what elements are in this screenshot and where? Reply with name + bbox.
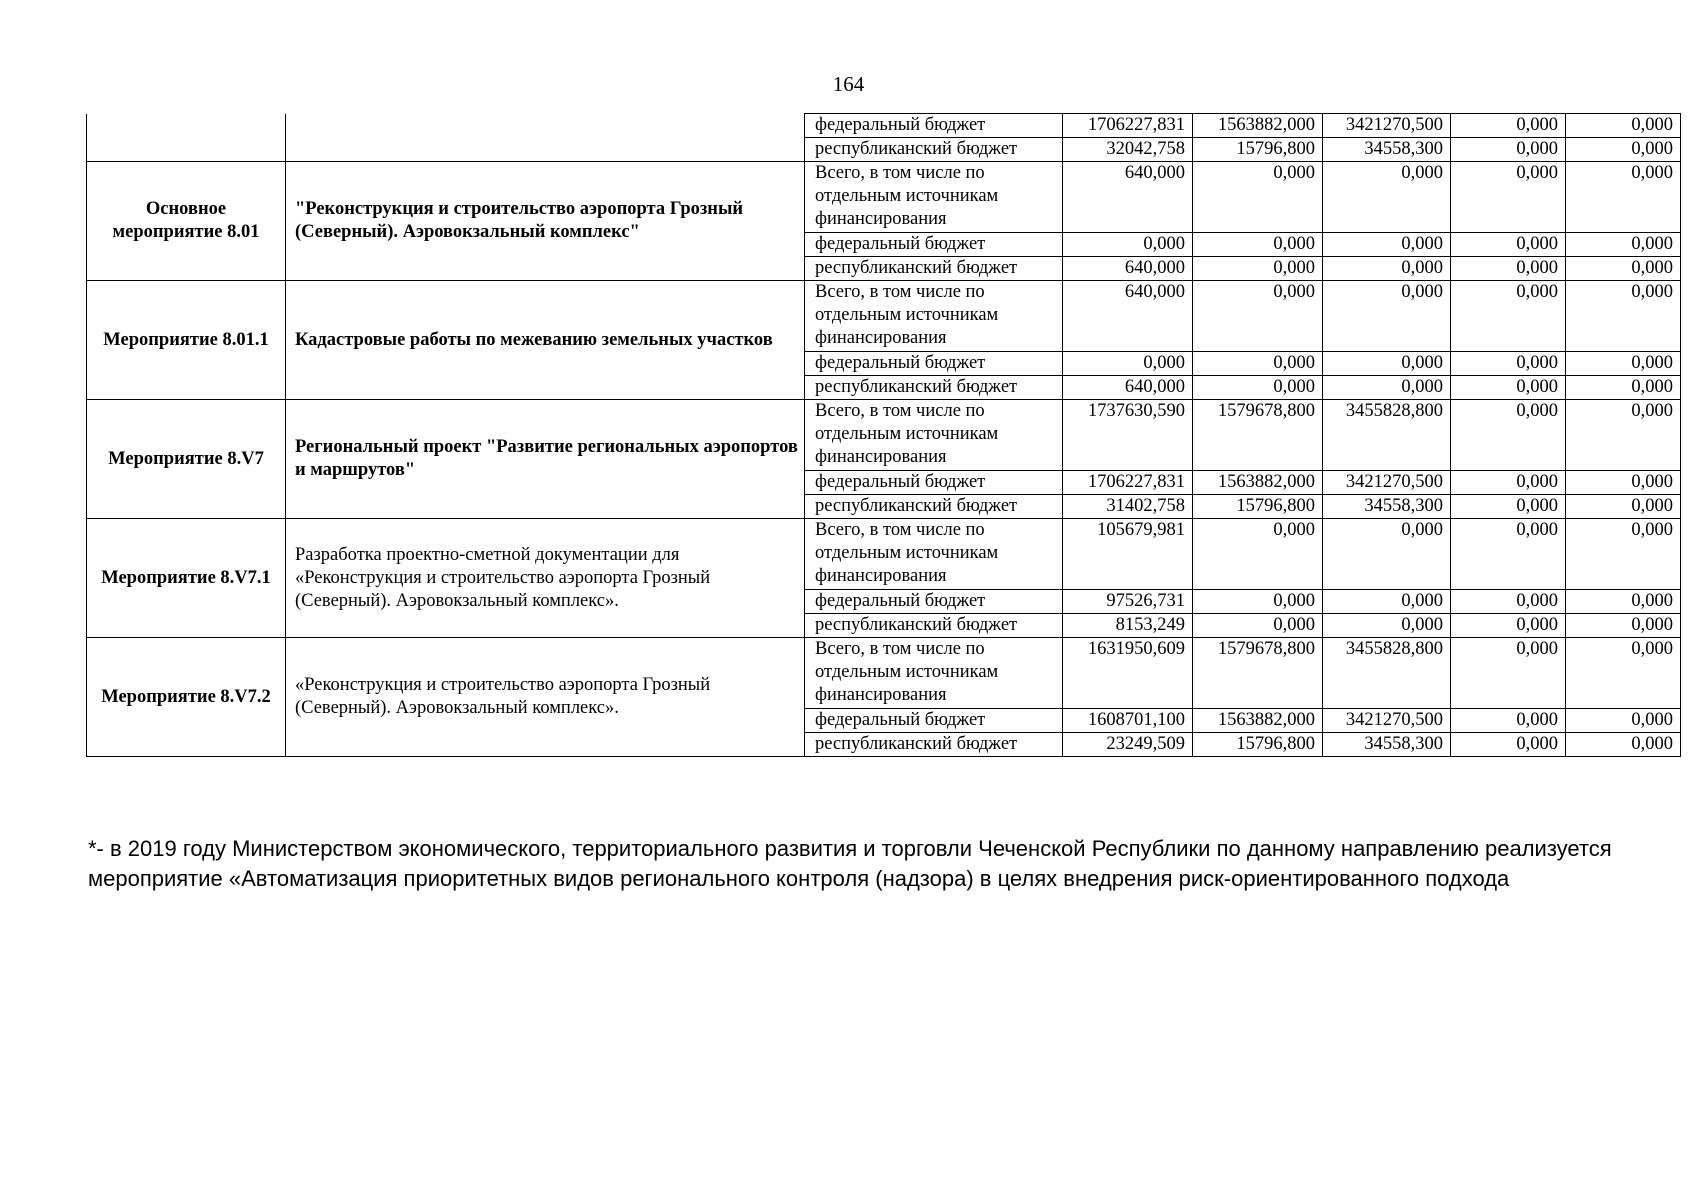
funding-source-cell: Всего, в том числе по отдельным источникам финансирования	[805, 638, 1063, 709]
value-cell: 1737630,590	[1063, 400, 1193, 471]
value-cell: 0,000	[1566, 257, 1681, 281]
funding-source-cell: республиканский бюджет	[805, 495, 1063, 519]
value-cell: 0,000	[1566, 162, 1681, 233]
value-cell: 1579678,800	[1193, 638, 1323, 709]
value-cell: 0,000	[1566, 733, 1681, 757]
value-cell: 0,000	[1323, 376, 1451, 400]
funding-source-cell: Всего, в том числе по отдельным источникам финансирования	[805, 400, 1063, 471]
empty-code-cell	[87, 114, 286, 162]
value-cell: 0,000	[1566, 138, 1681, 162]
value-cell: 0,000	[1323, 614, 1451, 638]
value-cell: 0,000	[1323, 590, 1451, 614]
value-cell: 0,000	[1451, 114, 1566, 138]
value-cell: 0,000	[1323, 352, 1451, 376]
value-cell: 0,000	[1566, 709, 1681, 733]
value-cell: 0,000	[1193, 376, 1323, 400]
funding-source-cell: федеральный бюджет	[805, 590, 1063, 614]
value-cell: 1563882,000	[1193, 709, 1323, 733]
funding-source-cell: федеральный бюджет	[805, 114, 1063, 138]
value-cell: 3421270,500	[1323, 471, 1451, 495]
activity-name-cell: Кадастровые работы по межеванию земельных участков	[286, 281, 805, 400]
value-cell: 0,000	[1566, 400, 1681, 471]
value-cell: 0,000	[1451, 376, 1566, 400]
table-row	[87, 400, 1681, 471]
page-number: 164	[832, 72, 865, 96]
value-cell: 1563882,000	[1193, 471, 1323, 495]
value-cell: 0,000	[1566, 352, 1681, 376]
value-cell: 0,000	[1566, 638, 1681, 709]
value-cell: 0,000	[1323, 519, 1451, 590]
value-cell: 0,000	[1451, 138, 1566, 162]
value-cell: 0,000	[1451, 638, 1566, 709]
table-row	[87, 281, 1681, 352]
value-cell: 0,000	[1451, 162, 1566, 233]
value-cell: 15796,800	[1193, 495, 1323, 519]
funding-source-cell: Всего, в том числе по отдельным источникам финансирования	[805, 281, 1063, 352]
value-cell: 0,000	[1193, 162, 1323, 233]
activity-name-cell: «Реконструкция и строительство аэропорта Грозный (Северный). Аэровокзальный комплекс».	[286, 638, 805, 757]
value-cell: 23249,509	[1063, 733, 1193, 757]
budget-table	[86, 113, 1681, 757]
value-cell: 1563882,000	[1193, 114, 1323, 138]
activity-name-cell: Региональный проект "Развитие региональных аэропортов и маршрутов"	[286, 400, 805, 519]
value-cell: 1631950,609	[1063, 638, 1193, 709]
value-cell: 0,000	[1566, 590, 1681, 614]
value-cell: 3421270,500	[1323, 114, 1451, 138]
value-cell: 0,000	[1451, 733, 1566, 757]
activity-code-cell: Мероприятие 8.V7.2	[87, 638, 286, 757]
value-cell: 640,000	[1063, 162, 1193, 233]
value-cell: 3421270,500	[1323, 709, 1451, 733]
funding-source-cell: Всего, в том числе по отдельным источникам финансирования	[805, 519, 1063, 590]
value-cell: 0,000	[1451, 352, 1566, 376]
funding-source-cell: Всего, в том числе по отдельным источникам финансирования	[805, 162, 1063, 233]
value-cell: 0,000	[1323, 233, 1451, 257]
value-cell: 0,000	[1451, 233, 1566, 257]
value-cell: 0,000	[1451, 281, 1566, 352]
value-cell: 0,000	[1193, 590, 1323, 614]
value-cell: 0,000	[1566, 495, 1681, 519]
value-cell: 3455828,800	[1323, 638, 1451, 709]
funding-source-cell: республиканский бюджет	[805, 614, 1063, 638]
value-cell: 3455828,800	[1323, 400, 1451, 471]
value-cell: 0,000	[1193, 233, 1323, 257]
value-cell: 0,000	[1451, 471, 1566, 495]
value-cell: 0,000	[1566, 519, 1681, 590]
value-cell: 0,000	[1193, 519, 1323, 590]
value-cell: 0,000	[1566, 114, 1681, 138]
value-cell: 15796,800	[1193, 733, 1323, 757]
table-row	[87, 114, 1681, 138]
value-cell: 34558,300	[1323, 495, 1451, 519]
activity-name-cell: "Реконструкция и строительство аэропорта Грозный (Северный). Аэровокзальный комплекс"	[286, 162, 805, 281]
value-cell: 0,000	[1451, 709, 1566, 733]
funding-source-cell: федеральный бюджет	[805, 709, 1063, 733]
value-cell: 640,000	[1063, 376, 1193, 400]
value-cell: 15796,800	[1193, 138, 1323, 162]
table-row	[87, 162, 1681, 233]
value-cell: 0,000	[1193, 352, 1323, 376]
funding-source-cell: республиканский бюджет	[805, 138, 1063, 162]
value-cell: 0,000	[1323, 281, 1451, 352]
value-cell: 34558,300	[1323, 138, 1451, 162]
empty-name-cell	[286, 114, 805, 162]
value-cell: 0,000	[1566, 471, 1681, 495]
funding-source-cell: республиканский бюджет	[805, 257, 1063, 281]
value-cell: 97526,731	[1063, 590, 1193, 614]
value-cell: 0,000	[1323, 162, 1451, 233]
activity-code-cell: Основное мероприятие 8.01	[87, 162, 286, 281]
value-cell: 0,000	[1451, 614, 1566, 638]
funding-source-cell: республиканский бюджет	[805, 376, 1063, 400]
value-cell: 0,000	[1451, 495, 1566, 519]
value-cell: 0,000	[1193, 281, 1323, 352]
value-cell: 0,000	[1193, 257, 1323, 281]
value-cell: 0,000	[1451, 519, 1566, 590]
activity-name-cell: Разработка проектно-сметной документации для «Реконструкция и строительство аэропорта Грозный (Северный). Аэровокзальный комплекс».	[286, 519, 805, 638]
value-cell: 1706227,831	[1063, 114, 1193, 138]
value-cell: 34558,300	[1323, 733, 1451, 757]
value-cell: 0,000	[1566, 233, 1681, 257]
value-cell: 1579678,800	[1193, 400, 1323, 471]
value-cell: 1608701,100	[1063, 709, 1193, 733]
value-cell: 0,000	[1323, 257, 1451, 281]
value-cell: 0,000	[1063, 352, 1193, 376]
value-cell: 0,000	[1063, 233, 1193, 257]
value-cell: 1706227,831	[1063, 471, 1193, 495]
footnote: *- в 2019 году Министерством экономического, территориального развития и торговли Чеченской Республики по данному направлению реализуется мероприятие «Автоматизация приоритетных видов регионального контроля (надзора) в целях внедрения риск-ориентированного подхода	[88, 836, 1612, 891]
value-cell: 0,000	[1451, 400, 1566, 471]
value-cell: 0,000	[1193, 614, 1323, 638]
table-row	[87, 638, 1681, 709]
value-cell: 8153,249	[1063, 614, 1193, 638]
funding-source-cell: федеральный бюджет	[805, 352, 1063, 376]
activity-code-cell: Мероприятие 8.V7.1	[87, 519, 286, 638]
value-cell: 0,000	[1566, 614, 1681, 638]
value-cell: 0,000	[1566, 376, 1681, 400]
value-cell: 640,000	[1063, 281, 1193, 352]
activity-code-cell: Мероприятие 8.V7	[87, 400, 286, 519]
value-cell: 105679,981	[1063, 519, 1193, 590]
funding-source-cell: федеральный бюджет	[805, 471, 1063, 495]
funding-source-cell: федеральный бюджет	[805, 233, 1063, 257]
value-cell: 31402,758	[1063, 495, 1193, 519]
activity-code-cell: Мероприятие 8.01.1	[87, 281, 286, 400]
value-cell: 640,000	[1063, 257, 1193, 281]
value-cell: 32042,758	[1063, 138, 1193, 162]
value-cell: 0,000	[1566, 281, 1681, 352]
funding-source-cell: республиканский бюджет	[805, 733, 1063, 757]
value-cell: 0,000	[1451, 257, 1566, 281]
table-row	[87, 519, 1681, 590]
value-cell: 0,000	[1451, 590, 1566, 614]
